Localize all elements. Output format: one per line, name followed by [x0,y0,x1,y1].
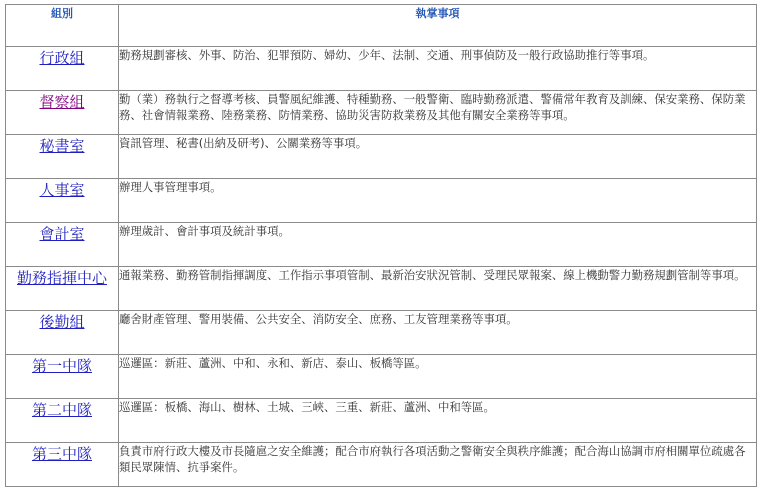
unit-link-squad-1[interactable]: 第一中隊 [31,357,92,375]
table-row [6,355,757,399]
unit-cell [6,311,119,355]
unit-cell [6,355,119,399]
duty-cell: 辦理人事管理事項。 [119,179,757,223]
table-row [6,135,757,179]
unit-link-secretariat[interactable]: 秘書室 [39,137,85,155]
unit-cell [6,47,119,91]
table-row [6,223,757,267]
header-duty: 執掌事項 [119,5,757,47]
unit-link-command-center[interactable]: 勤務指揮中心 [16,269,107,287]
table-row [6,399,757,443]
unit-link-admin[interactable]: 行政組 [39,49,85,67]
duty-cell: 勤務規劃審核、外事、防治、犯罪預防、婦幼、少年、法制、交通、刑事偵防及一般行政協助推行等事項。 [119,47,757,91]
duty-cell: 資訊管理、秘書(出納及研考)、公關業務等事項。 [119,135,757,179]
table-row [6,311,757,355]
table-row [6,91,757,135]
duty-text: 勤（業）務執行之督導考核、員警風紀維護、特種勤務、一般警衛、臨時勤務派遣、警備常年教育及訓練、保安業務、保防業務、社會情報業務、陸務業務、防情業務、協助災害防救業務及其他有關安全業務等事項。 [119,92,746,122]
unit-cell [6,91,119,135]
duty-table [5,4,757,487]
duty-cell: 巡邏區：板橋、海山、樹林、土城、三峽、三重、新莊、蘆洲、中和等區。 [119,399,757,443]
table-row [6,443,757,487]
table-header-row [6,5,757,47]
table-row [6,267,757,311]
duty-cell: 廳舍財產管理、警用裝備、公共安全、消防安全、庶務、工友管理業務等事項。 [119,311,757,355]
table-row [6,179,757,223]
duty-cell: 通報業務、勤務管制指揮調度、工作指示事項管制、最新治安狀況管制、受理民眾報案、線上機動警力勤務規劃管制等事項。 [119,267,757,311]
unit-link-accounting[interactable]: 會計室 [39,225,85,243]
unit-cell [6,223,119,267]
duty-cell: 巡邏區：新莊、蘆洲、中和、永和、新店、泰山、板橋等區。 [119,355,757,399]
duty-cell [119,91,757,135]
duty-cell: 負責市府行政大樓及市長隨扈之安全維護；配合市府執行各項活動之警衛安全與秩序維護；配合海山協調市府相關單位疏處各類民眾陳情、抗爭案件。 [119,443,757,487]
unit-link-squad-3[interactable]: 第三中隊 [31,445,92,463]
unit-link-personnel[interactable]: 人事室 [39,181,85,199]
unit-link-squad-2[interactable]: 第二中隊 [31,401,92,419]
unit-cell [6,267,119,311]
unit-cell [6,399,119,443]
unit-cell [6,179,119,223]
header-unit: 組別 [6,5,119,47]
duty-cell: 辦理歲計、會計事項及統計事項。 [119,223,757,267]
unit-link-logistics[interactable]: 後勤組 [39,313,85,331]
unit-cell [6,443,119,487]
table-row [6,47,757,91]
unit-cell [6,135,119,179]
unit-link-inspection[interactable]: 督察組 [39,93,85,111]
